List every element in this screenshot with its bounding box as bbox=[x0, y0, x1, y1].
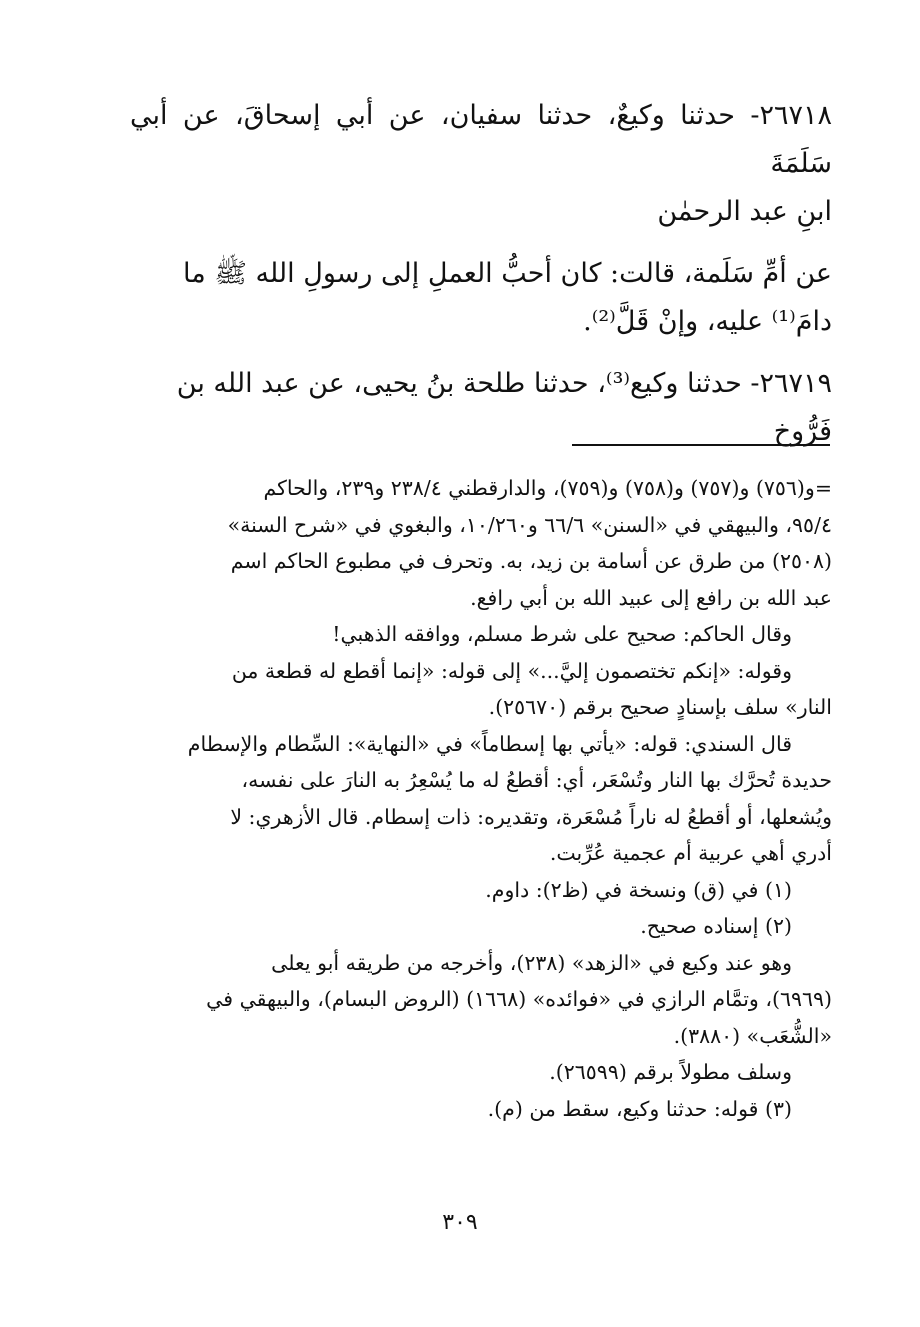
footnote-3: (٣) قوله: حدثنا وكيع، سقط من (م). bbox=[487, 1096, 792, 1121]
footnote-wakee-line1: وهو عند وكيع في «الزهد» (٢٣٨)، وأخرجه من طريقه أبو يعلى bbox=[271, 950, 792, 975]
hadith-26718-text-line1: عن أمِّ سَلَمة، قالت: كان أحبُّ العملِ إلى رسولِ الله ﷺ ما bbox=[183, 258, 832, 289]
footnote-sindi-line4: أدري أهي عربية أم عجمية عُرِّبت. bbox=[549, 841, 832, 865]
footnote-separator bbox=[572, 444, 830, 446]
footnote-sindi-line2: حديدة تُحرَّك بها النار وتُسْعَر، أي: أقطعُ له ما يُسْعِرُ به النارَ على نفسه، bbox=[241, 768, 832, 792]
footnote-sindi-line1: قال السندي: قوله: «يأتي بها إسطاماً» في «النهاية»: السِّطام والإسطام bbox=[187, 731, 792, 756]
footnotes bbox=[130, 470, 832, 1127]
hadith-26718-text-line2: دامَ⁽¹⁾ عليه، وإنْ قَلَّ⁽²⁾. bbox=[583, 306, 832, 337]
hadith-26719-line1: ٢٦٧١٩- حدثنا وكيع⁽³⁾، حدثنا طلحة بنُ يحيى، عن عبد الله بن bbox=[176, 368, 832, 399]
footnote-wakee-line2: (٦٩٦٩)، وتمَّام الرازي في «فوائده» (١٦٦٨) (الروض البسام)، والبيهقي في bbox=[206, 987, 832, 1011]
page-number: ٣٠٩ bbox=[442, 1210, 478, 1235]
footnote-salaf: وسلف مطولاً برقم (٢٦٥٩٩). bbox=[549, 1060, 792, 1084]
footnote-cont-line3: (٢٥٠٨) من طرق عن أسامة بن زيد، به. وتحرف في مطبوع الحاكم اسم bbox=[230, 549, 832, 573]
footnote-sindi bbox=[130, 726, 832, 872]
footnote-continuation bbox=[130, 470, 832, 616]
hadith-26719-chain bbox=[130, 360, 832, 456]
footnote-qawluh bbox=[130, 653, 832, 726]
footnote-hakim: وقال الحاكم: صحيح على شرط مسلم، ووافقه الذهبي! bbox=[332, 622, 792, 646]
footnote-1: (١) في (ق) ونسخة في (ظ٢): داوم. bbox=[485, 877, 792, 902]
footnote-sindi-line3: ويُشعلها، أو أقطعُ له ناراً مُسْعَرة، وتقديره: ذات إسطام. قال الأزهري: لا bbox=[230, 804, 832, 829]
footnote-cont-line2: ٩٥/٤، والبيهقي في «السنن» ٦٦/٦ و١٠/٢٦٠، والبغوي في «شرح السنة» bbox=[227, 512, 832, 537]
footnote-2: (٢) إسناده صحيح. bbox=[640, 914, 792, 938]
hadith-26718-chain-line2: ابنِ عبد الرحمٰن bbox=[657, 196, 832, 227]
footnote-wakee bbox=[130, 945, 832, 1055]
footnote-wakee-line3: «الشُّعَب» (٣٨٨٠). bbox=[673, 1023, 832, 1048]
hadith-26718-text bbox=[130, 250, 832, 346]
footnote-cont-line4: عبد الله بن رافع إلى عبيد الله بن أبي رافع. bbox=[470, 585, 832, 610]
hadith-26719-line2: فَرُّوخ bbox=[773, 416, 832, 447]
footnote-qawluh-line1: وقوله: «إنكم تختصمون إليَّ...» إلى قوله: «إنما أقطع له قطعة من bbox=[231, 658, 792, 683]
main-text bbox=[130, 92, 832, 470]
footnote-qawluh-line2: النار» سلف بإسنادٍ صحيح برقم (٢٥٦٧٠). bbox=[488, 695, 832, 719]
footnote-cont-line1: =و(٧٥٦) و(٧٥٧) و(٧٥٨) و(٧٥٩)، والدارقطني ٢٣٨/٤ و٢٣٩، والحاكم bbox=[263, 476, 832, 500]
hadith-26718-chain-line1: ٢٦٧١٨- حدثنا وكيعٌ، حدثنا سفيان، عن أبي إسحاقَ، عن أبي سَلَمَةَ bbox=[130, 100, 832, 179]
hadith-26718-chain bbox=[130, 92, 832, 236]
